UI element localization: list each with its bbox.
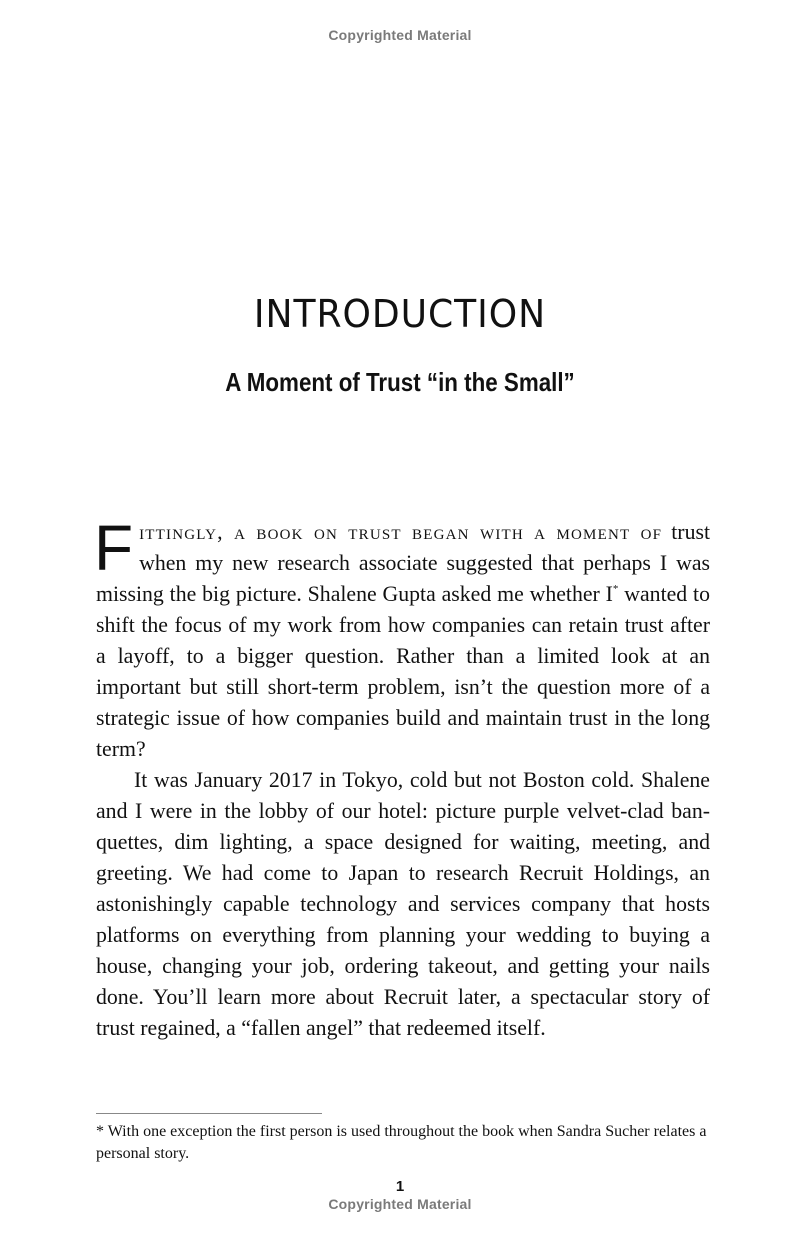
- paragraph-1-text-a: trust when my new research associate suggested that perhaps I was missing the big picture. Shalene Gupta asked me whether I: [96, 520, 711, 606]
- copyright-watermark-bottom: Copyrighted Material: [328, 1196, 472, 1212]
- footnote-divider: [96, 1113, 322, 1114]
- paragraph-1: [94, 512, 711, 765]
- footnote: * With one exception the first person is used throughout the book when Sandra Sucher relates a personal story.: [96, 1123, 707, 1162]
- lead-in-smallcaps: ittingly, a book on trust began with a moment of: [139, 520, 663, 544]
- copyright-watermark-top: Copyrighted Material: [328, 27, 472, 43]
- chapter-body: [94, 512, 711, 1044]
- paragraph-1-text-b: wanted to shift the focus of my work from how companies can retain trust after a layoff, to a bigger question. Rather than a limited look at an important but still short-term problem, isn’t the question more of a strategic issue of how companies build and maintain trust in the long term?: [96, 582, 711, 761]
- chapter-subtitle: A Moment of Trust “in the Small”: [225, 367, 575, 397]
- chapter-title: INTRODUCTION: [253, 292, 547, 336]
- drop-cap: F: [94, 512, 134, 584]
- page-number: 1: [395, 1178, 405, 1195]
- footnote-marker: *: [612, 583, 619, 595]
- paragraph-2: It was January 2017 in Tokyo, cold but not Boston cold. Shalene and I were in the lobby of our hotel: picture purple velvet-clad banquettes, dim lighting, a space designed for waiting, meeting, and greeting. We had come to Japan to research Recruit Holdings, an astonishingly capable technology and services company that hosts platforms on everything from planning your wedding to buying a house, changing your job, ordering takeout, and getting your nails done. You’ll learn more about Recruit later, a spectacular story of trust regained, a “fallen angel” that redeemed itself.: [96, 768, 710, 1040]
